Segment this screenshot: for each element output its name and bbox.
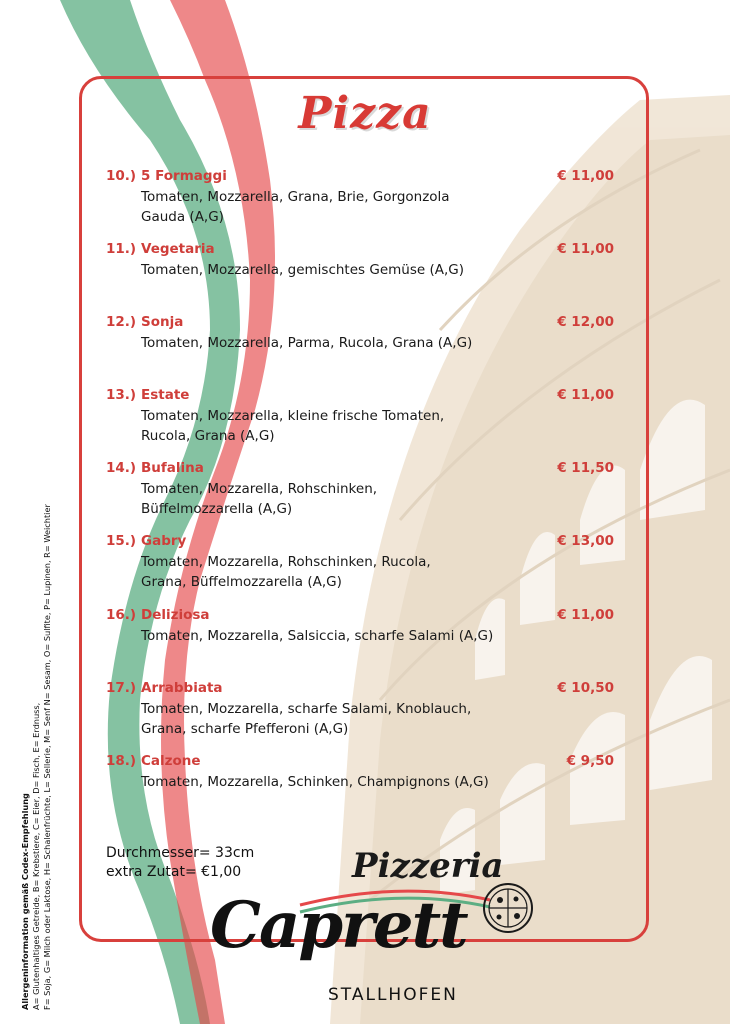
item-name: Sonja (141, 314, 184, 330)
item-description (141, 187, 501, 227)
item-description-line: Büffelmozzarella (A,G) (141, 501, 293, 517)
item-number: 11.) (106, 241, 137, 257)
allergen-info (20, 504, 53, 1010)
item-description-line: Tomaten, Mozzarella, Rohschinken, (141, 481, 378, 497)
item-description (141, 333, 501, 353)
item-description (141, 552, 501, 592)
item-number: 10.) (106, 168, 137, 184)
item-price: € 13,00 (557, 533, 614, 549)
item-description (141, 406, 501, 446)
item-price: € 11,50 (557, 460, 614, 476)
item-name: Estate (141, 387, 190, 403)
item-description-line: Gauda (A,G) (141, 209, 224, 225)
item-price: € 9,50 (566, 753, 614, 769)
item-description-line: Grana, Büffelmozzarella (A,G) (141, 574, 342, 590)
logo-location: STALLHOFEN (328, 985, 458, 1005)
item-name: Arrabbiata (141, 680, 223, 696)
menu-title: Pizza (298, 88, 432, 139)
item-number: 16.) (106, 607, 137, 623)
diameter-note: Durchmesser= 33cm (106, 845, 255, 861)
logo-brand: Caprett (210, 888, 467, 963)
item-description-line: Tomaten, Mozzarella, Rohschinken, Rucola, (141, 554, 431, 570)
item-description-line: Tomaten, Mozzarella, Salsiccia, scharfe Salami (A,G) (141, 628, 494, 644)
item-description-line: Tomaten, Mozzarella, Parma, Rucola, Grana (A,G) (141, 335, 473, 351)
allergen-line-1: A= Glutenhaltiges Getreide, B= Krebstiere, C= Eier, D= Fisch, E= Erdnuss, (31, 702, 41, 1010)
item-price: € 11,00 (557, 607, 614, 623)
item-price: € 12,00 (557, 314, 614, 330)
item-price: € 11,00 (557, 241, 614, 257)
item-name: Deliziosa (141, 607, 210, 623)
item-name: Calzone (141, 753, 201, 769)
item-description-line: Tomaten, Mozzarella, gemischtes Gemüse (A,G) (141, 262, 464, 278)
item-number: 18.) (106, 753, 137, 769)
item-description-line: Tomaten, Mozzarella, Schinken, Champignons (A,G) (141, 774, 489, 790)
item-price: € 10,50 (557, 680, 614, 696)
item-description-line: Tomaten, Mozzarella, Grana, Brie, Gorgonzola (141, 189, 450, 205)
allergen-line-2: F= Soja, G= Milch oder Laktose, H= Schalenfrüchte, L= Sellerie, M= Senf N= Sesam, O= Sulfite, P= Lupinen, R= Weichtier (42, 504, 52, 1010)
item-description (141, 260, 501, 280)
item-name: Bufalina (141, 460, 204, 476)
extra-topping-note: extra Zutat= €1,00 (106, 864, 242, 880)
item-description (141, 626, 501, 646)
item-number: 17.) (106, 680, 137, 696)
item-description (141, 479, 501, 519)
item-description-line: Grana, scharfe Pfefferoni (A,G) (141, 721, 349, 737)
item-description-line: Rucola, Grana (A,G) (141, 428, 275, 444)
item-description (141, 772, 501, 792)
item-description (141, 699, 501, 739)
item-name: 5 Formaggi (141, 168, 227, 184)
item-name: Gabry (141, 533, 187, 549)
item-description-line: Tomaten, Mozzarella, scharfe Salami, Knoblauch, (141, 701, 472, 717)
item-number: 12.) (106, 314, 137, 330)
allergen-heading: Allergeninformation gemäß Codex-Empfehlung (20, 793, 30, 1010)
item-description-line: Tomaten, Mozzarella, kleine frische Tomaten, (141, 408, 445, 424)
logo-pizzeria: Pizzeria (352, 846, 504, 886)
item-number: 15.) (106, 533, 137, 549)
item-price: € 11,00 (557, 387, 614, 403)
item-number: 14.) (106, 460, 137, 476)
item-price: € 11,00 (557, 168, 614, 184)
item-number: 13.) (106, 387, 137, 403)
item-name: Vegetaria (141, 241, 215, 257)
